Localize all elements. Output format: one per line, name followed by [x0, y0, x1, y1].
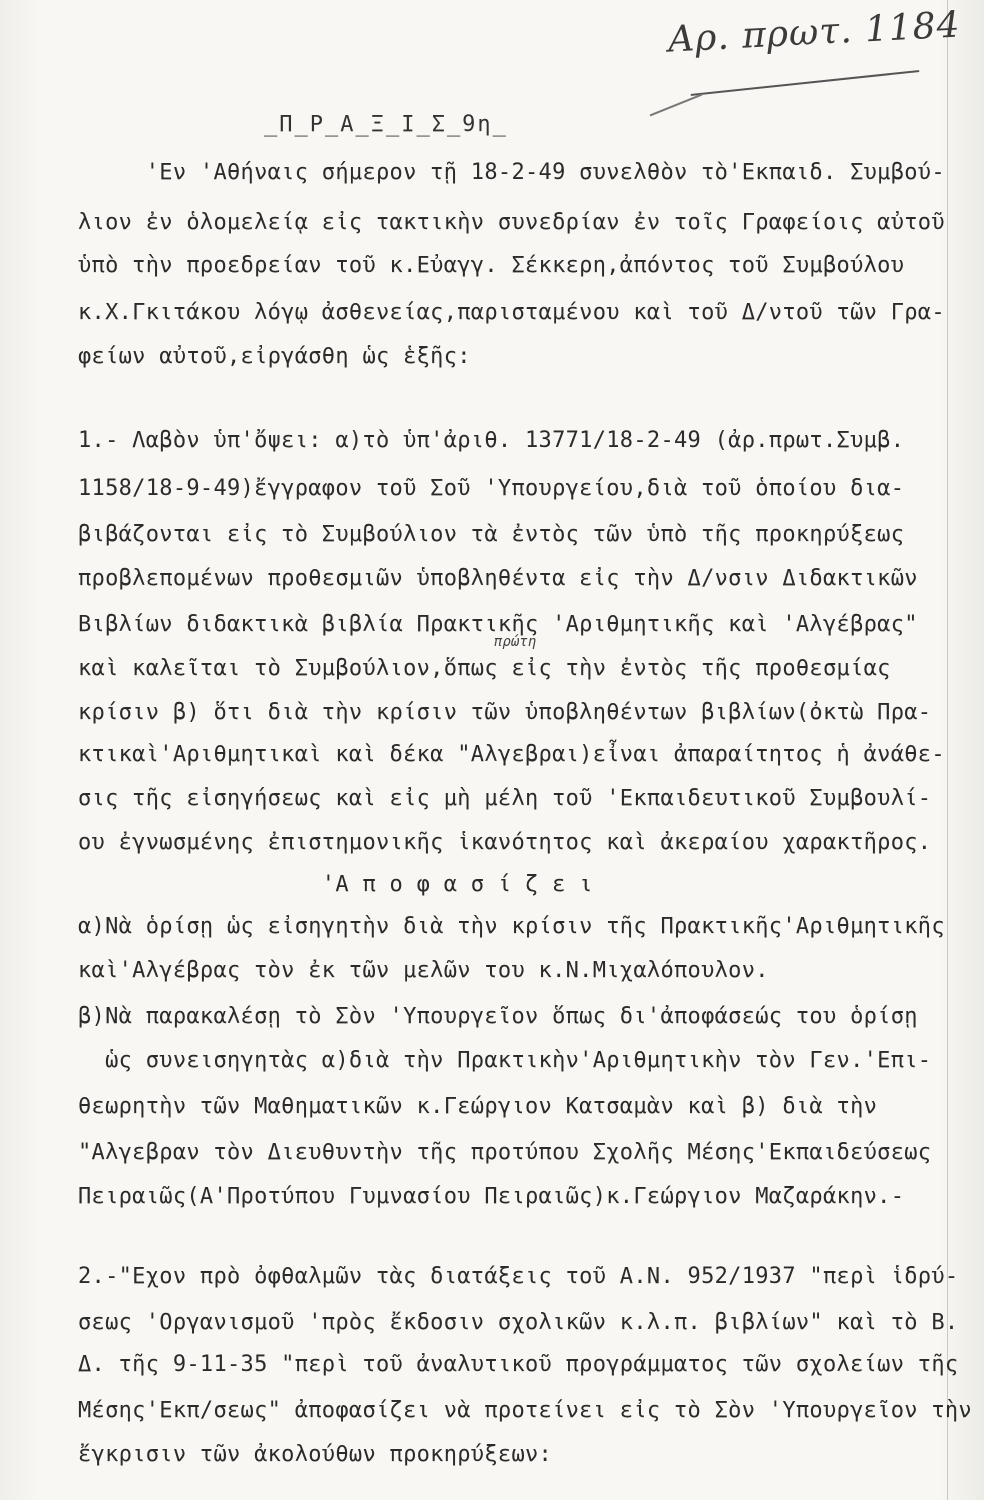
text-line: 'Α π ο φ α σ ί ζ ε ι	[78, 872, 593, 897]
handwritten-underline	[691, 70, 920, 96]
text-line: α)Νὰ ὁρίσῃ ὡς εἰσηγητὴν διὰ τὴν κρίσιν τῆς Πρακτικῆς'Αριθμητικῆς	[78, 914, 945, 939]
text-line: κτικαὶ'Αριθμητικαὶ καὶ δέκα "Αλγεβραι)εἶναι ἀπαραίτητος ἡ ἀνάθε-	[78, 742, 945, 767]
handwritten-protocol-number: Αρ. πρωτ. 1184	[667, 4, 962, 61]
text-line: θεωρητὴν τῶν Μαθηματικῶν κ.Γεώργιον Κατσαμὰν καὶ β) διὰ τὴν	[78, 1094, 878, 1119]
text-line: καὶ'Αλγέβρας τὸν ἐκ τῶν μελῶν του κ.Ν.Μιχαλόπουλον.	[78, 958, 769, 983]
text-line: β)Νὰ παρακαλέσῃ τὸ Σὸν 'Υπουργεῖον ὅπως δι'ἀποφάσεώς του ὁρίσῃ	[78, 1004, 918, 1029]
text-line: Βιβλίων διδακτικὰ βιβλία Πρακτικῆς 'Αριθμητικῆς καὶ 'Αλγέβρας"	[78, 612, 918, 637]
text-line: φείων αὐτοῦ,εἰργάσθη ὡς ἑξῆς:	[78, 344, 471, 369]
text-line: 1.- Λαβὸν ὑπ'ὄψει: α)τὸ ὑπ'ἀριθ. 13771/18-2-49 (ἀρ.πρωτ.Συμβ.	[78, 428, 905, 453]
text-line: "Αλγεβραν τὸν Διευθυντὴν τῆς προτύπου Σχολῆς Μέσης'Εκπαιδεύσεως	[78, 1140, 932, 1165]
text-line: προβλεπομένων προθεσμιῶν ὑποβληθέντα εἰς τὴν Δ/νσιν Διδακτικῶν	[78, 566, 918, 591]
text-line: βιβάζονται εἰς τὸ Συμβούλιον τὰ ἐντὸς τῶν ὑπὸ τῆς προκηρύξεως	[78, 522, 905, 547]
text-line: 2.-"Εχον πρὸ ὀφθαλμῶν τὰς διατάξεις τοῦ Α.Ν. 952/1937 "περὶ ἱδρύ-	[78, 1264, 959, 1289]
text-line: ὡς συνεισηγητὰς α)διὰ τὴν Πρακτικὴν'Αριθμητικὴν τὸν Γεν.'Επι-	[78, 1048, 932, 1073]
text-line: 'Εν 'Αθήναις σήμερον τῇ 18-2-49 συνελθὸν τὸ'Εκπαιδ. Συμβού-	[78, 160, 945, 185]
text-line: Πειραιῶς(Α'Προτύπου Γυμνασίου Πειραιῶς)κ.Γεώργιον Μαζαράκην.-	[78, 1184, 905, 1209]
text-line: καὶ καλεῖται τὸ Συμβούλιον,ὅπως εἰς τὴν ἐντὸς τῆς προθεσμίας	[78, 656, 891, 681]
text-line: 1158/18-9-49)ἔγγραφον τοῦ Σοῦ 'Υπουργείου,διὰ τοῦ ὁποίου δια-	[78, 476, 905, 501]
text-line: ὑπὸ τὴν προεδρείαν τοῦ κ.Εὐαγγ. Σέκκερη,ἀπόντος τοῦ Συμβούλου	[78, 253, 905, 278]
text-line: ἔγκρισιν τῶν ἀκολούθων προκηρύξεων:	[78, 1442, 553, 1467]
text-line: ου ἐγνωσμένης ἐπιστημονικῆς ἱκανότητος καὶ ἀκεραίου χαρακτῆρος.	[78, 830, 932, 855]
text-line: Μέσης'Εκπ/σεως" ἀποφασίζει νὰ προτείνει εἰς τὸ Σὸν 'Υπουργεῖον τὴν	[78, 1398, 972, 1423]
text-line: Δ. τῆς 9-11-35 "περὶ τοῦ ἀναλυτικοῦ προγράμματος τῶν σχολείων τῆς	[78, 1352, 959, 1377]
text-line: σις τῆς εἰσηγήσεως καὶ εἰς μὴ μέλη τοῦ 'Εκπαιδευτικοῦ Συμβουλί-	[78, 786, 932, 811]
text-line: σεως 'Οργανισμοῦ 'πρὸς ἔκδοσιν σχολικῶν κ.λ.π. βιβλίων" καὶ τὸ Β.	[78, 1310, 959, 1335]
text-line: λιον ἐν ὁλομελείᾳ εἰς τακτικὴν συνεδρίαν ἐν τοῖς Γραφείοις αὐτοῦ	[78, 210, 945, 235]
text-line: κρίσιν β) ὅτι διὰ τὴν κρίσιν τῶν ὑποβληθέντων βιβλίων(ὀκτὼ Πρα-	[78, 700, 932, 725]
handwritten-stroke	[650, 94, 703, 117]
interlinear-note: πρώτη	[494, 634, 537, 650]
text-line: κ.Χ.Γκιτάκου λόγῳ ἀσθενείας,παρισταμένου καὶ τοῦ Δ/ντοῦ τῶν Γρα-	[78, 300, 945, 325]
document-title: _Π_Ρ_Α_Ξ_Ι_Σ_9η_	[264, 112, 508, 137]
